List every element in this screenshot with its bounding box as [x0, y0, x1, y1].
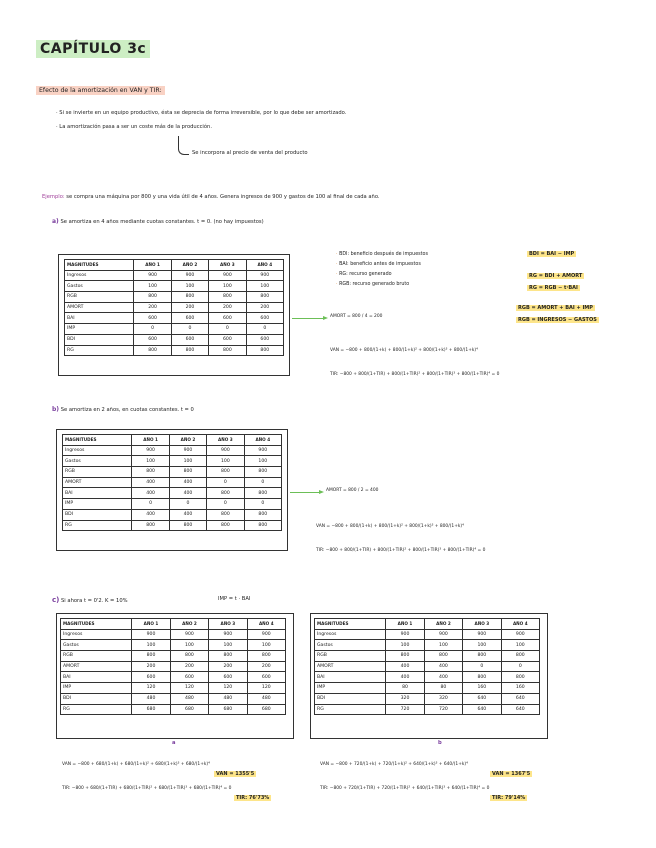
table-row	[61, 640, 286, 651]
table-cell: 200	[209, 661, 247, 672]
row-label: BAI	[61, 672, 132, 683]
table-row	[63, 445, 282, 456]
section-subtitle: Efecto de la amortización en VAN y TIR:	[36, 86, 165, 95]
table-cell: 0	[134, 324, 171, 335]
table-cell: 480	[132, 693, 170, 704]
table-row	[65, 302, 284, 313]
table-row	[61, 629, 286, 640]
section-a-text: Se amortiza en 4 años mediante cuotas constantes. t = 0. (no hay impuestos)	[60, 219, 264, 225]
table-cell: 0	[169, 499, 206, 510]
table-row	[63, 499, 282, 510]
section-c-text: Si ahora t = 0'2. K = 10%	[61, 598, 128, 604]
table-row	[61, 651, 286, 662]
table-c-a	[60, 618, 286, 715]
table-cell: 600	[134, 334, 171, 345]
table-cell: 100	[207, 456, 244, 467]
table-header-cell: AÑO 2	[169, 435, 206, 446]
formula-3: RG = RGB − t·BAI	[529, 285, 578, 291]
row-label: BAI	[63, 488, 132, 499]
table-cell: 100	[132, 640, 170, 651]
table-cell: 720	[386, 704, 424, 715]
table-cell: 800	[169, 520, 206, 531]
table-cell: 200	[246, 302, 283, 313]
table-cell: 400	[169, 477, 206, 488]
table-cell: 640	[463, 704, 501, 715]
row-label: BAI	[315, 672, 386, 683]
formula-2: RG = BDI + AMORT	[529, 273, 583, 279]
table-cell: 800	[386, 651, 424, 662]
table-cell: 800	[246, 345, 283, 356]
table-cell: 600	[171, 334, 208, 345]
tir-eq-a: TIR: −800 + 800/(1+TIR) + 800/(1+TIR)² + 800/(1+TIR)³ + 800/(1+TIR)⁴ = 0	[330, 372, 500, 377]
table-row	[65, 324, 284, 335]
table-cell: 800	[170, 651, 208, 662]
table-cell: 400	[424, 661, 462, 672]
section-c-heading	[52, 596, 128, 604]
section-a-label: a)	[52, 218, 59, 225]
table-row	[61, 661, 286, 672]
table-row	[315, 661, 540, 672]
table-row	[65, 313, 284, 324]
table-cell: 900	[134, 270, 171, 281]
formula-5: RGB = INGRESOS − GASTOS	[518, 317, 597, 323]
table-cell: 800	[244, 509, 281, 520]
table-row	[65, 292, 284, 303]
table-header-cell: MAGNITUDES	[63, 435, 132, 446]
table-header-cell: MAGNITUDES	[65, 260, 134, 271]
table-cell: 160	[501, 683, 539, 694]
table-cell: 800	[424, 651, 462, 662]
table-row	[61, 693, 286, 704]
table-cell: 400	[386, 661, 424, 672]
table-row	[315, 672, 540, 683]
table-cell: 100	[209, 640, 247, 651]
table-cell: 800	[209, 292, 246, 303]
table-cell: 800	[207, 509, 244, 520]
table-cell: 900	[132, 629, 170, 640]
row-label: Ingresos	[315, 629, 386, 640]
table-cell: 680	[170, 704, 208, 715]
table-cell: 0	[246, 324, 283, 335]
table-header-row	[61, 619, 286, 630]
table-c-a-caption: a	[172, 740, 176, 746]
table-cell: 900	[463, 629, 501, 640]
table-cell: 400	[386, 672, 424, 683]
table-cell: 0	[501, 661, 539, 672]
row-label: BDI	[315, 693, 386, 704]
page-title: CAPÍTULO 3c	[36, 40, 150, 58]
table-cell: 100	[247, 640, 285, 651]
formula-1: BDI = BAI − IMP	[529, 251, 575, 257]
arrow-a	[292, 318, 324, 319]
table-cell: 0	[171, 324, 208, 335]
definition-bai: · BAI: beneficio antes de impuestos	[336, 262, 421, 267]
table-cell: 600	[209, 672, 247, 683]
table-a	[64, 259, 284, 356]
table-header-cell: AÑO 3	[209, 619, 247, 630]
definition-rg: · RG: recurso generado	[336, 272, 392, 277]
table-header-cell: AÑO 2	[171, 260, 208, 271]
table-cell: 800	[207, 467, 244, 478]
table-row	[315, 683, 540, 694]
table-cell: 600	[246, 334, 283, 345]
table-cell: 680	[209, 704, 247, 715]
row-label: AMORT	[315, 661, 386, 672]
table-cell: 800	[134, 292, 171, 303]
table-cell: 100	[132, 456, 169, 467]
example-label: Ejemplo:	[42, 194, 65, 200]
table-cell: 400	[424, 672, 462, 683]
table-cell: 680	[132, 704, 170, 715]
table-header-row	[315, 619, 540, 630]
table-cell: 100	[424, 640, 462, 651]
table-row	[315, 629, 540, 640]
table-cell: 480	[247, 693, 285, 704]
van-result-ca: VAN = 1355'5	[216, 771, 255, 777]
table-cell: 100	[386, 640, 424, 651]
table-cell: 800	[207, 520, 244, 531]
definition-rgb: · RGB: recurso generado bruto	[336, 282, 410, 287]
row-label: AMORT	[63, 477, 132, 488]
table-cell: 0	[209, 324, 246, 335]
table-cell: 80	[424, 683, 462, 694]
table-cell: 100	[501, 640, 539, 651]
table-cell: 400	[169, 488, 206, 499]
table-header-cell: AÑO 4	[246, 260, 283, 271]
tir-result-cb: TIR: 79'14%	[492, 795, 526, 801]
table-cell: 900	[247, 629, 285, 640]
table-row	[65, 281, 284, 292]
row-label: Ingresos	[65, 270, 134, 281]
table-row	[63, 520, 282, 531]
table-cell: 600	[246, 313, 283, 324]
table-cell: 600	[209, 334, 246, 345]
table-cell: 600	[132, 672, 170, 683]
row-label: RG	[61, 704, 132, 715]
table-header-cell: AÑO 3	[209, 260, 246, 271]
table-header-cell: AÑO 1	[386, 619, 424, 630]
table-cell: 800	[132, 520, 169, 531]
formula-4: RGB = AMORT + BAI + IMP	[518, 305, 593, 311]
table-cell: 100	[170, 640, 208, 651]
tir-result-ca: TIR: 76'73%	[236, 795, 270, 801]
row-label: BDI	[61, 693, 132, 704]
table-cell: 900	[132, 445, 169, 456]
table-header-cell: AÑO 2	[424, 619, 462, 630]
table-header-cell: AÑO 1	[134, 260, 171, 271]
note-sub: Se incorpora al precio de venta del producto	[192, 150, 308, 156]
table-cell: 0	[244, 477, 281, 488]
van-eq-b: VAN = −800 + 800/(1+k) + 800/(1+k)² + 800/(1+k)³ + 800/(1+k)⁴	[316, 524, 464, 529]
table-cell: 800	[244, 488, 281, 499]
table-cell: 100	[246, 281, 283, 292]
table-cell: 0	[132, 499, 169, 510]
note-1: · Si se invierte en un equipo productivo, ésta se deprecia de forma irreversible, por lo que debe ser amortizado.	[56, 110, 347, 116]
van-eq-cb: VAN = −800 + 720/(1+k) + 720/(1+k)² + 640/(1+k)³ + 640/(1+k)⁴	[320, 762, 468, 767]
table-cell: 900	[424, 629, 462, 640]
table-cell: 200	[247, 661, 285, 672]
row-label: RGB	[65, 292, 134, 303]
table-cell: 120	[209, 683, 247, 694]
table-cell: 800	[463, 672, 501, 683]
row-label: Gastos	[63, 456, 132, 467]
table-row	[315, 704, 540, 715]
row-label: IMP	[63, 499, 132, 510]
table-cell: 600	[134, 313, 171, 324]
table-cell: 640	[501, 693, 539, 704]
definitions-list	[336, 250, 428, 290]
table-cell: 800	[501, 651, 539, 662]
table-row	[315, 640, 540, 651]
table-cell: 720	[424, 704, 462, 715]
row-label: Ingresos	[61, 629, 132, 640]
example	[42, 194, 380, 200]
table-cell: 200	[209, 302, 246, 313]
table-cell: 100	[171, 281, 208, 292]
table-cell: 640	[463, 693, 501, 704]
row-label: Gastos	[315, 640, 386, 651]
van-result-cb: VAN = 1367'5	[492, 771, 531, 777]
van-eq-a: VAN = −800 + 800/(1+k) + 800/(1+k)² + 800/(1+k)³ + 800/(1+k)⁴	[330, 348, 478, 353]
table-cell: 640	[501, 704, 539, 715]
tir-eq-cb: TIR: −800 + 720/(1+TIR) + 720/(1+TIR)² + 640/(1+TIR)³ + 640/(1+TIR)⁴ = 0	[320, 786, 490, 791]
table-cell: 800	[209, 345, 246, 356]
table-cell: 800	[132, 467, 169, 478]
row-label: BAI	[65, 313, 134, 324]
table-cell: 800	[246, 292, 283, 303]
example-text: se compra una máquina por 800 y una vida útil de 4 años. Genera ingresos de 900 y gastos de 100 al final de cada año.	[66, 194, 380, 200]
imp-eq: IMP = t · BAI	[218, 596, 251, 602]
table-cell: 900	[386, 629, 424, 640]
row-label: RG	[63, 520, 132, 531]
row-label: IMP	[61, 683, 132, 694]
table-cell: 600	[247, 672, 285, 683]
tir-eq-b: TIR: −800 + 800/(1+TIR) + 800/(1+TIR)² + 800/(1+TIR)³ + 800/(1+TIR)⁴ = 0	[316, 548, 486, 553]
table-cell: 400	[169, 509, 206, 520]
table-cell: 800	[209, 651, 247, 662]
table-cell: 480	[170, 693, 208, 704]
row-label: AMORT	[65, 302, 134, 313]
row-label: RG	[65, 345, 134, 356]
section-b-text: Se amortiza en 2 años, en cuotas constantes. t = 0	[60, 407, 194, 413]
table-header-cell: MAGNITUDES	[315, 619, 386, 630]
table-cell: 800	[501, 672, 539, 683]
table-header-cell: AÑO 4	[244, 435, 281, 446]
definition-bdi: · BDI: beneficio después de impuestos	[336, 252, 428, 257]
table-header-cell: AÑO 3	[207, 435, 244, 446]
table-cell: 400	[132, 488, 169, 499]
table-c-b	[314, 618, 540, 715]
table-cell: 600	[170, 672, 208, 683]
table-cell: 100	[134, 281, 171, 292]
table-cell: 800	[463, 651, 501, 662]
table-cell: 800	[171, 345, 208, 356]
table-header-cell: AÑO 3	[463, 619, 501, 630]
table-row	[65, 270, 284, 281]
table-header-cell: AÑO 1	[132, 619, 170, 630]
table-cell: 800	[207, 488, 244, 499]
table-cell: 800	[247, 651, 285, 662]
row-label: AMORT	[61, 661, 132, 672]
table-row	[61, 704, 286, 715]
row-label: Ingresos	[63, 445, 132, 456]
table-cell: 120	[170, 683, 208, 694]
table-header-cell: AÑO 4	[247, 619, 285, 630]
note-2: · La amortización pasa a ser un coste más de la producción.	[56, 124, 212, 130]
table-cell: 100	[244, 456, 281, 467]
table-cell: 800	[244, 520, 281, 531]
table-header-row	[63, 435, 282, 446]
table-cell: 800	[171, 292, 208, 303]
table-cell: 900	[171, 270, 208, 281]
table-cell: 200	[171, 302, 208, 313]
table-header-row	[65, 260, 284, 271]
table-cell: 320	[424, 693, 462, 704]
row-label: RGB	[61, 651, 132, 662]
table-cell: 900	[244, 445, 281, 456]
table-row	[315, 651, 540, 662]
section-c-label: c)	[52, 596, 60, 604]
table-cell: 900	[246, 270, 283, 281]
table-cell: 900	[207, 445, 244, 456]
row-label: RG	[315, 704, 386, 715]
table-cell: 800	[244, 467, 281, 478]
row-label: RGB	[315, 651, 386, 662]
table-row	[65, 345, 284, 356]
table-cell: 160	[463, 683, 501, 694]
row-label: Gastos	[65, 281, 134, 292]
table-cell: 120	[132, 683, 170, 694]
tir-eq-ca: TIR: −800 + 680/(1+TIR) + 680/(1+TIR)² + 680/(1+TIR)³ + 680/(1+TIR)⁴ = 0	[62, 786, 232, 791]
table-cell: 900	[209, 270, 246, 281]
table-row	[61, 672, 286, 683]
table-cell: 900	[170, 629, 208, 640]
table-cell: 0	[207, 477, 244, 488]
table-row	[61, 683, 286, 694]
table-cell: 800	[134, 345, 171, 356]
table-cell: 200	[170, 661, 208, 672]
table-cell: 600	[209, 313, 246, 324]
table-cell: 0	[244, 499, 281, 510]
table-cell: 100	[209, 281, 246, 292]
table-cell: 900	[209, 629, 247, 640]
table-row	[63, 509, 282, 520]
row-label: BDI	[65, 334, 134, 345]
table-header-cell: AÑO 2	[170, 619, 208, 630]
section-a-heading	[52, 218, 264, 225]
table-cell: 100	[169, 456, 206, 467]
row-label: Gastos	[61, 640, 132, 651]
table-cell: 400	[132, 477, 169, 488]
table-cell: 480	[209, 693, 247, 704]
row-label: BDI	[63, 509, 132, 520]
table-cell: 600	[171, 313, 208, 324]
table-cell: 800	[169, 467, 206, 478]
table-b	[62, 434, 282, 531]
hook-arrow	[178, 136, 189, 155]
table-cell: 100	[463, 640, 501, 651]
table-header-cell: AÑO 1	[132, 435, 169, 446]
table-row	[63, 467, 282, 478]
table-cell: 400	[132, 509, 169, 520]
table-cell: 200	[134, 302, 171, 313]
table-row	[63, 477, 282, 488]
table-header-cell: AÑO 4	[501, 619, 539, 630]
table-cell: 900	[169, 445, 206, 456]
table-cell: 0	[463, 661, 501, 672]
van-eq-ca: VAN = −800 + 680/(1+k) + 680/(1+k)² + 680/(1+k)³ + 680/(1+k)⁴	[62, 762, 210, 767]
table-cell: 120	[247, 683, 285, 694]
table-cell: 800	[132, 651, 170, 662]
table-row	[65, 334, 284, 345]
section-b-heading	[52, 406, 194, 413]
table-row	[63, 456, 282, 467]
row-label: IMP	[315, 683, 386, 694]
table-cell: 200	[132, 661, 170, 672]
amort-eq-a: AMORT = 800 / 4 = 200	[330, 314, 383, 319]
section-b-label: b)	[52, 406, 60, 413]
arrow-b	[290, 492, 320, 493]
table-cell: 900	[501, 629, 539, 640]
table-cell: 320	[386, 693, 424, 704]
table-c-b-caption: b	[438, 740, 442, 746]
amort-eq-b: AMORT = 800 / 2 = 400	[326, 488, 379, 493]
table-row	[315, 693, 540, 704]
table-row	[63, 488, 282, 499]
table-header-cell: MAGNITUDES	[61, 619, 132, 630]
table-cell: 80	[386, 683, 424, 694]
table-cell: 680	[247, 704, 285, 715]
row-label: RGB	[63, 467, 132, 478]
table-cell: 0	[207, 499, 244, 510]
row-label: IMP	[65, 324, 134, 335]
